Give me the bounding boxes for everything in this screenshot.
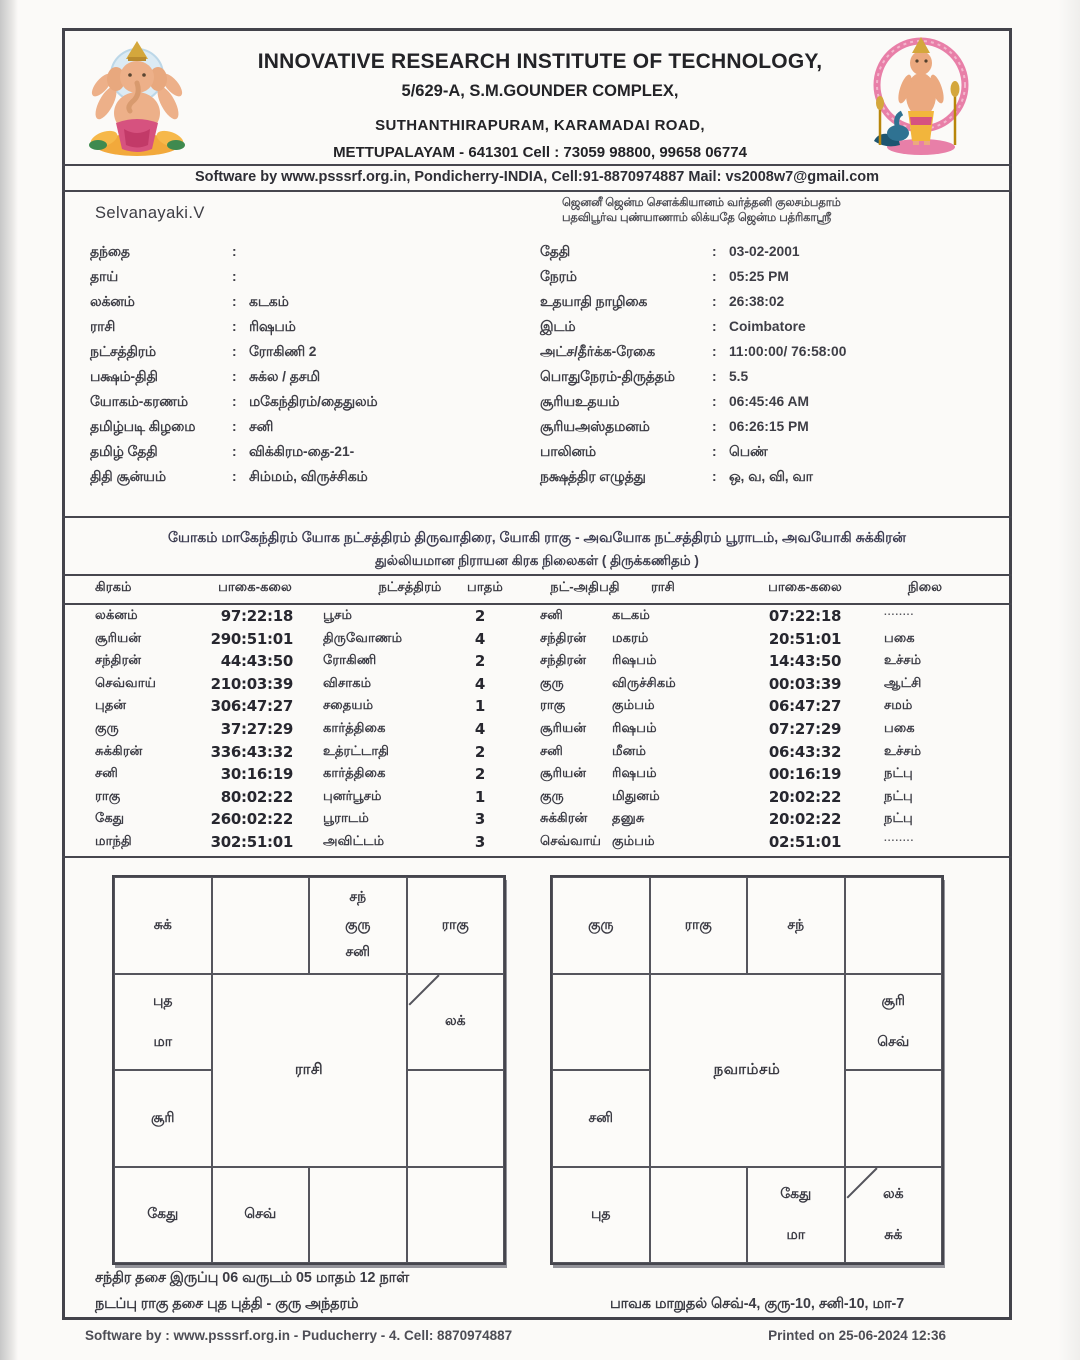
detail-colon: : — [712, 444, 717, 459]
detail-label: தந்தை — [90, 244, 130, 259]
detail-label: ராசி — [90, 319, 116, 334]
cell-rasi: மிதுனம் — [612, 787, 660, 803]
detail-label: நட்சத்திரம் — [90, 344, 156, 359]
detail-label: அட்ச/தீர்க்க-ரேகை — [540, 344, 656, 359]
planet-label: மா — [786, 1225, 806, 1242]
planet-label: கேது — [780, 1184, 812, 1201]
cell-degree2: 06:47:27 — [768, 697, 842, 716]
planet-label: மா — [153, 1032, 173, 1049]
navamsa-cell-r2c3 — [845, 1070, 943, 1167]
cell-degree2: 20:02:22 — [768, 787, 842, 806]
cell-degree2: 14:43:50 — [768, 652, 842, 671]
col-header-nakshatra: நட்சத்திரம் — [378, 579, 442, 594]
detail-label: பக்ஷம்-திதி — [90, 369, 158, 384]
cell-padam: 2 — [474, 652, 486, 671]
cell-rasi: ரிஷபம் — [612, 720, 657, 735]
cell-degree2: 06:43:32 — [768, 742, 842, 761]
cell-lord: சூரியன் — [540, 765, 587, 781]
cell-padam: 1 — [474, 697, 486, 716]
cell-degree2: 07:22:18 — [768, 607, 842, 625]
navamsa-chart-title: நவாம்சம் — [650, 974, 845, 1167]
rasi-cell-r2c0 — [114, 1070, 212, 1167]
navamsa-cell-r1c0 — [552, 974, 650, 1071]
planet-label: குரு — [588, 915, 614, 932]
table-top-rule — [62, 574, 1012, 576]
detail-colon: : — [712, 469, 717, 484]
planet-label: கேது — [147, 1205, 179, 1222]
col-header-rasi: ராசி — [650, 579, 676, 594]
footer-software-credit: Software by : www.psssrf.org.in - Puducherry - 4. Cell: 8870974887 — [85, 1328, 513, 1343]
table-row — [0, 652, 1080, 674]
rasi-chart-grid — [114, 877, 504, 1263]
cell-nakshatra: விசாகம் — [323, 674, 372, 690]
cell-lord: குரு — [540, 787, 564, 803]
planet-label: சூரி — [881, 991, 905, 1008]
col-header-lord: நட்-அதிபதி — [550, 579, 620, 594]
detail-label: பாலினம் — [540, 444, 597, 459]
table-row — [0, 607, 1080, 629]
cell-graha: கேது — [95, 810, 125, 826]
details-divider — [62, 516, 1012, 518]
planet-label: சனி — [345, 943, 370, 960]
cell-nakshatra: சதையம் — [323, 697, 374, 713]
col-header-padam: பாதம் — [467, 579, 503, 594]
planet-label: சந் — [349, 888, 367, 905]
cell-graha: புதன் — [95, 697, 127, 713]
planet-label: சுக் — [884, 1225, 903, 1242]
navamsa-cell-r0c3 — [845, 877, 943, 974]
cell-status: ........ — [884, 607, 915, 618]
cell-status: ஆட்சி — [884, 674, 922, 690]
table-row — [0, 675, 1080, 697]
cell-padam: 1 — [474, 787, 486, 806]
planet-label: லக் — [444, 1012, 466, 1029]
table-row — [0, 810, 1080, 832]
detail-value: 26:38:02 — [729, 294, 785, 309]
cell-degree2: 00:03:39 — [768, 674, 842, 693]
detail-value: பெண் — [729, 444, 768, 459]
navamsa-cell-r0c1 — [650, 877, 748, 974]
cell-status: பகை — [884, 629, 915, 645]
navamsa-chart — [550, 875, 944, 1265]
detail-label: சூரியஅஸ்தமனம் — [540, 419, 650, 434]
cell-lord: சூரியன் — [540, 720, 587, 735]
cell-padam: 2 — [474, 765, 486, 784]
detail-label: பொதுநேரம்-திருத்தம் — [540, 369, 675, 384]
detail-label: நேரம் — [540, 269, 577, 284]
navamsa-chart-grid — [552, 877, 942, 1263]
planet-label: சந் — [787, 915, 805, 932]
table-row — [0, 743, 1080, 765]
cell-nakshatra: உத்ரட்டாதி — [323, 742, 390, 758]
cell-degree2: 02:51:01 — [768, 833, 842, 851]
cell-degree: 210:03:39 — [210, 674, 293, 693]
rasi-cell-r2c3 — [407, 1070, 505, 1167]
current-dasa-line: நடப்பு ராகு தசை புத புத்தி - குரு அந்தரம் — [95, 1296, 359, 1312]
detail-row — [0, 469, 1080, 494]
cell-status: உச்சம் — [884, 742, 922, 758]
planet-label: குரு — [345, 915, 371, 932]
rasi-cell-r1c3 — [407, 974, 505, 1071]
detail-colon: : — [712, 294, 717, 309]
institute-address-line2: SUTHANTHIRAPURAM, KARAMADAI ROAD, — [375, 117, 705, 134]
cell-rasi: தனுசு — [612, 810, 645, 826]
table-row — [0, 765, 1080, 787]
detail-colon: : — [712, 369, 717, 384]
cell-rasi: ரிஷபம் — [612, 765, 657, 781]
rasi-cell-r3c3 — [407, 1167, 505, 1264]
cell-nakshatra: பூசம் — [323, 607, 353, 622]
cell-lord: சுக்கிரன் — [540, 810, 588, 826]
cell-lord: சந்திரன் — [540, 652, 587, 668]
cell-graha: சனி — [95, 765, 119, 781]
cell-graha: மாந்தி — [95, 833, 132, 848]
rasi-cell-r3c0 — [114, 1167, 212, 1264]
cell-graha: சந்திரன் — [95, 652, 142, 668]
bhava-change-line: பாவக மாறுதல் செவ்-4, குரு-10, சனி-10, மா-7 — [610, 1296, 905, 1312]
detail-label: யோகம்-கரணம் — [90, 394, 188, 409]
detail-colon: : — [232, 344, 237, 359]
detail-colon: : — [232, 394, 237, 409]
footer-print-date: Printed on 25-06-2024 12:36 — [768, 1328, 946, 1343]
cell-rasi: மீனம் — [612, 742, 647, 758]
header-divider — [62, 164, 1012, 166]
detail-row — [0, 344, 1080, 369]
table-row — [0, 833, 1080, 855]
rasi-cell-r0c2 — [309, 877, 407, 974]
cell-nakshatra: திருவோணம் — [323, 629, 403, 645]
institute-address-line1: 5/629-A, S.M.GOUNDER COMPLEX, — [401, 82, 679, 100]
cell-degree: 260:02:22 — [210, 810, 293, 829]
navamsa-cell-r1c3 — [845, 974, 943, 1071]
sloka-line1: ஜெனனீ ஜென்ம சௌக்கியானம் வர்த்தனி குலசம்பதாம் — [562, 197, 841, 209]
cell-degree: 336:43:32 — [210, 742, 293, 761]
cell-status: நட்பு — [884, 787, 913, 803]
cell-graha: ராகு — [95, 787, 121, 803]
cell-degree: 290:51:01 — [210, 629, 293, 648]
rasi-cell-r0c3 — [407, 877, 505, 974]
cell-degree: 30:16:19 — [220, 765, 293, 784]
detail-colon: : — [232, 269, 237, 284]
cell-nakshatra: கார்த்திகை — [323, 765, 386, 781]
detail-label: தேதி — [540, 244, 571, 259]
cell-graha: குரு — [95, 720, 119, 735]
table-row — [0, 697, 1080, 719]
cell-nakshatra: புனர்பூசம் — [323, 787, 382, 803]
cell-degree: 302:51:01 — [210, 833, 293, 851]
detail-label: திதி சூன்யம் — [90, 469, 166, 484]
cell-status: சமம் — [884, 697, 913, 713]
cell-degree: 37:27:29 — [220, 720, 293, 738]
cell-degree2: 20:51:01 — [768, 629, 842, 648]
detail-colon: : — [712, 344, 717, 359]
detail-label: தாய் — [90, 269, 119, 284]
navamsa-cell-r3c2 — [747, 1167, 845, 1264]
rasi-cell-r3c2 — [309, 1167, 407, 1264]
detail-row — [0, 444, 1080, 469]
planet-label: சனி — [588, 1108, 613, 1125]
detail-row — [0, 319, 1080, 344]
detail-value: மகேந்திரம்/தைதுலம் — [249, 394, 378, 409]
rasi-chart-title: ராசி — [212, 974, 407, 1167]
cell-rasi: மகரம் — [612, 629, 649, 645]
detail-label: நக்ஷத்திர எழுத்து — [540, 469, 646, 484]
cell-status: ........ — [884, 833, 915, 844]
cell-nakshatra: ரோகிணி — [323, 652, 377, 668]
cell-nakshatra: அவிட்டம் — [323, 833, 385, 848]
detail-value: 03-02-2001 — [729, 244, 800, 259]
detail-colon: : — [232, 244, 237, 259]
cell-degree2: 00:16:19 — [768, 765, 842, 784]
col-header-degree: பாகை-கலை — [218, 579, 292, 594]
cell-padam: 3 — [474, 833, 486, 851]
cell-nakshatra: பூராடம் — [323, 810, 369, 826]
detail-label: தமிழ்படி கிழமை — [90, 419, 196, 434]
dasa-balance-line: சந்திர தசை இருப்பு 06 வருடம் 05 மாதம் 12 நாள் — [95, 1270, 410, 1286]
software-credit-line: Software by www.psssrf.org.in, Pondicherry-INDIA, Cell:91-8870974887 Mail: vs2008w7@gmail.com — [194, 169, 880, 185]
detail-colon: : — [712, 319, 717, 334]
cell-padam: 4 — [474, 720, 486, 738]
cell-rasi: கடகம் — [612, 607, 650, 622]
cell-degree: 97:22:18 — [220, 607, 293, 625]
detail-colon: : — [712, 419, 717, 434]
detail-value: 06:45:46 AM — [729, 394, 810, 409]
rasi-chart — [112, 875, 506, 1265]
detail-row — [0, 244, 1080, 269]
planet-label: புத — [152, 991, 173, 1008]
detail-value: கடகம் — [249, 294, 289, 309]
cell-lord: சனி — [540, 607, 564, 622]
detail-value: Coimbatore — [729, 319, 806, 334]
planet-label: சூரி — [151, 1108, 175, 1125]
yoga-summary-line: யோகம் மாகேந்திரம் யோக நட்சத்திரம் திருவாதிரை, யோகி ராகு - அவயோக நட்சத்திரம் பூராடம், அவயோகி சுக்கிரன் — [168, 529, 906, 545]
cell-lord: செவ்வாய் — [540, 833, 602, 848]
planet-label: புத — [590, 1205, 611, 1222]
cell-padam: 2 — [474, 742, 486, 761]
table-row — [0, 630, 1080, 652]
planet-positions-caption: துல்லியமான நிராயன கிரக நிலைகள் ( திருக்கணிதம் ) — [375, 553, 699, 568]
cell-degree: 80:02:22 — [220, 787, 293, 806]
detail-value: சனி — [249, 419, 274, 434]
cell-padam: 4 — [474, 629, 486, 648]
detail-value: சிம்மம், விருச்சிகம் — [249, 469, 368, 484]
detail-colon: : — [232, 319, 237, 334]
navamsa-cell-r3c0 — [552, 1167, 650, 1264]
cell-degree: 306:47:27 — [210, 697, 293, 716]
detail-row — [0, 419, 1080, 444]
cell-nakshatra: கார்த்திகை — [323, 720, 386, 735]
cell-graha: சுக்கிரன் — [95, 742, 143, 758]
rasi-cell-r3c1 — [212, 1167, 310, 1264]
institute-address-line3: METTUPALAYAM - 641301 Cell : 73059 98800, 99658 06774 — [333, 144, 747, 161]
table-row — [0, 788, 1080, 810]
detail-value: ரோகிணி 2 — [249, 344, 317, 359]
cell-lord: சனி — [540, 742, 564, 758]
detail-colon: : — [712, 269, 717, 284]
detail-colon: : — [712, 394, 717, 409]
detail-value: ரிஷபம் — [249, 319, 296, 334]
cell-status: நட்பு — [884, 765, 913, 781]
cell-rasi: கும்பம் — [612, 697, 655, 713]
navamsa-cell-r0c2 — [747, 877, 845, 974]
planet-label: ராகு — [684, 915, 712, 932]
detail-label: உதயாதி நாழிகை — [540, 294, 648, 309]
cell-status: பகை — [884, 720, 915, 735]
detail-value: விக்கிரம-தை-21- — [249, 444, 355, 459]
cell-lord: ராகு — [540, 697, 566, 713]
rasi-cell-r1c0 — [114, 974, 212, 1071]
detail-value: 5.5 — [729, 369, 749, 384]
cell-lord: குரு — [540, 674, 564, 690]
cell-rasi: ரிஷபம் — [612, 652, 657, 668]
navamsa-cell-r3c3 — [845, 1167, 943, 1264]
detail-row — [0, 294, 1080, 319]
cell-graha: சூரியன் — [95, 629, 142, 645]
planet-label: ராகு — [441, 915, 469, 932]
rasi-cell-r0c1 — [212, 877, 310, 974]
navamsa-cell-r3c1 — [650, 1167, 748, 1264]
detail-label: தமிழ் தேதி — [90, 444, 158, 459]
detail-colon: : — [232, 369, 237, 384]
cell-padam: 4 — [474, 674, 486, 693]
cell-degree2: 20:02:22 — [768, 810, 842, 829]
table-bottom-rule — [62, 856, 1012, 858]
detail-label: சூரியஉதயம் — [540, 394, 620, 409]
detail-label: இடம் — [540, 319, 576, 334]
detail-value: 06:26:15 PM — [729, 419, 809, 434]
institute-title: INNOVATIVE RESEARCH INSTITUTE OF TECHNOLOGY, — [257, 50, 823, 73]
sanskrit-sloka — [562, 196, 932, 225]
navamsa-cell-r2c0 — [552, 1070, 650, 1167]
detail-value: 05:25 PM — [729, 269, 789, 284]
detail-colon: : — [712, 244, 717, 259]
detail-value: ஒ, வ, வி, வா — [729, 469, 813, 484]
cell-rasi: கும்பம் — [612, 833, 655, 848]
planet-label: செவ் — [877, 1032, 910, 1049]
col-header-graha: கிரகம் — [95, 579, 132, 594]
cell-graha: செவ்வாய் — [95, 674, 157, 690]
detail-colon: : — [232, 419, 237, 434]
table-row — [0, 720, 1080, 742]
col-header-degree2: பாகை-கலை — [768, 579, 842, 594]
ganesha-deity-image — [76, 33, 198, 161]
cell-degree: 44:43:50 — [220, 652, 293, 671]
detail-colon: : — [232, 294, 237, 309]
detail-label: லக்னம் — [90, 294, 135, 309]
planet-label: சுக் — [153, 915, 172, 932]
planet-label: லக் — [882, 1184, 904, 1201]
cell-degree2: 07:27:29 — [768, 720, 842, 738]
cell-lord: சந்திரன் — [540, 629, 587, 645]
detail-row — [0, 394, 1080, 419]
cell-padam: 2 — [474, 607, 486, 625]
detail-value: 11:00:00/ 76:58:00 — [729, 344, 847, 359]
detail-colon: : — [232, 469, 237, 484]
cell-rasi: விருச்சிகம் — [612, 674, 676, 690]
planet-label: செவ் — [244, 1205, 277, 1222]
detail-colon: : — [232, 444, 237, 459]
cell-padam: 3 — [474, 810, 486, 829]
col-header-status: நிலை — [907, 579, 943, 594]
cell-graha: லக்னம் — [95, 607, 138, 622]
cell-status: உச்சம் — [884, 652, 922, 668]
detail-row — [0, 369, 1080, 394]
navamsa-cell-r0c0 — [552, 877, 650, 974]
sloka-line2: பதவிபூர்வ புண்யாணாம் லிக்யதே ஜென்ம பத்ரிகாஸ்ரீ — [562, 211, 831, 224]
rasi-cell-r0c0 — [114, 877, 212, 974]
software-line-divider — [62, 190, 1012, 192]
person-name: Selvanayaki.V — [95, 204, 205, 222]
detail-value: சுக்ல / தசமி — [249, 369, 320, 384]
detail-row — [0, 269, 1080, 294]
cell-status: நட்பு — [884, 810, 913, 826]
table-header-rule — [62, 603, 1012, 605]
